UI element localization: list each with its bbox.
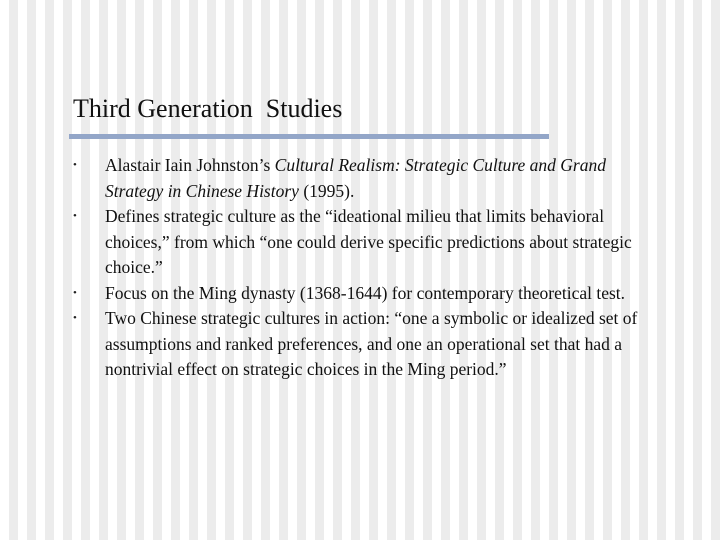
bullet-icon: • [73, 312, 77, 324]
bullet-icon: • [73, 159, 77, 171]
bullet-list [73, 153, 665, 383]
bullet-text-pre: Alastair Iain Johnston’s [105, 155, 275, 175]
title-underline [69, 134, 549, 139]
bullet-item-3 [73, 281, 665, 307]
bullet-text: Defines strategic culture as the “ideational milieu that limits behavioral choices,” from which “one could derive specific predictions about strategic choice.” [105, 206, 632, 277]
book-title: Cultural Realism: Strategic Culture and Grand Strategy in Chinese History [105, 155, 606, 201]
bullet-icon: • [73, 286, 77, 299]
bullet-icon: • [73, 210, 77, 222]
slide-title: Third Generation Studies [73, 94, 343, 123]
bullet-item-4 [73, 306, 665, 383]
bullet-item-2 [73, 204, 665, 281]
bullet-item-1 [73, 153, 665, 204]
bullet-text: Focus on the Ming dynasty (1368-1644) for contemporary theoretical test. [105, 282, 626, 303]
bullet-text: Two Chinese strategic cultures in action: “one a symbolic or idealized set of assumptions and ranked preferences, and one an operational set that had a nontrivial effect on strategic choices in the Ming period.” [105, 308, 638, 379]
bullet-text-post: (1995). [298, 180, 355, 201]
